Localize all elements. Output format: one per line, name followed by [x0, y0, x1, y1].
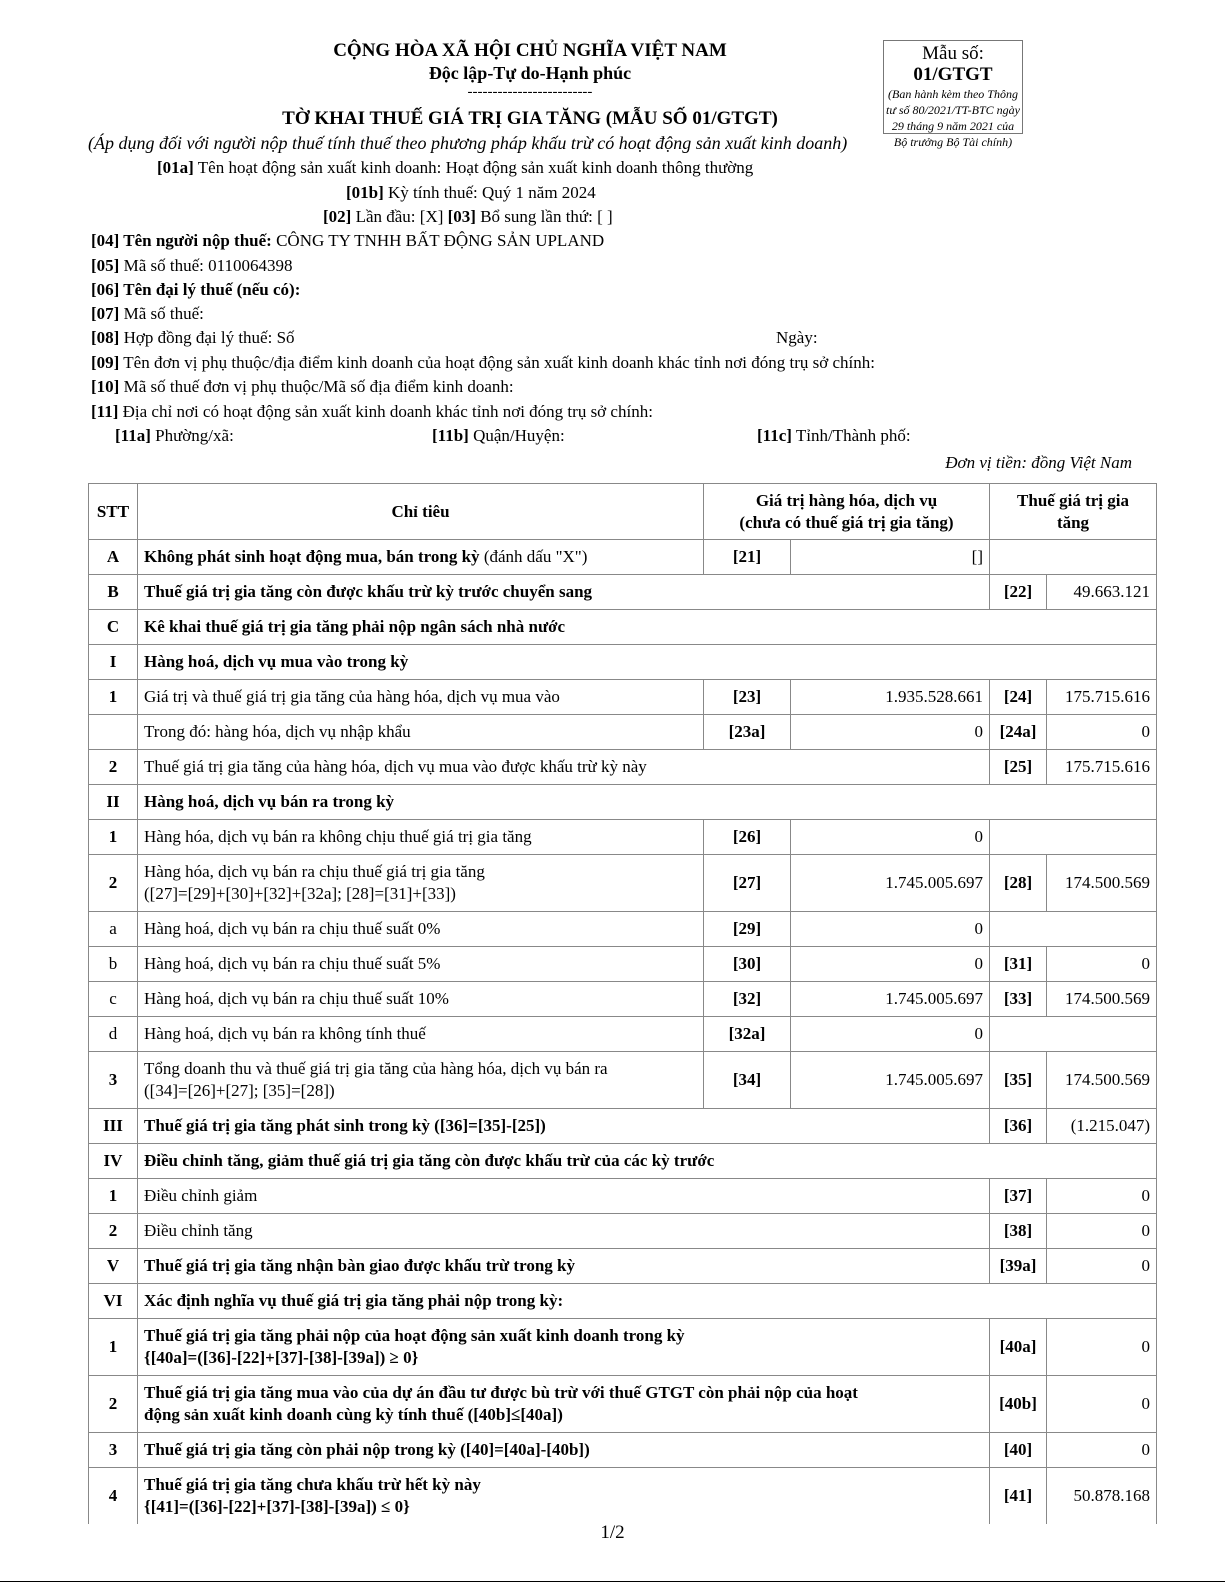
field-07-code: [07]	[91, 304, 120, 323]
indicator	[138, 1319, 990, 1376]
field-08-date: Ngày:	[776, 328, 818, 347]
currency-unit: Đơn vị tiền: đồng Việt Nam	[945, 453, 1132, 472]
field-08-text: Hợp đồng đại lý thuế: Số	[119, 328, 295, 347]
field-03-code: [03]	[447, 207, 476, 226]
field-02-03	[323, 207, 613, 227]
field-06	[91, 280, 300, 300]
indicator	[138, 1376, 990, 1433]
header-goods-value-line-1: Giá trị hàng hóa, dịch vụ	[755, 490, 938, 510]
stt: C	[89, 610, 138, 645]
code-22: [22]	[990, 575, 1047, 610]
indicator-line-2: {[41]=([36]-[22]+[37]-[38]-[39a]) ≤ 0}	[144, 1497, 410, 1516]
field-01b-text: Kỳ tính thuế: Quý 1 năm 2024	[383, 183, 596, 202]
code-31: [31]	[990, 947, 1047, 982]
field-11a-code: [11a]	[115, 426, 151, 445]
field-10	[91, 377, 514, 397]
table-row-II-a	[89, 912, 1157, 947]
value-40a: 0	[1047, 1319, 1157, 1376]
stt: I	[89, 645, 138, 680]
code-40b: [40b]	[990, 1376, 1047, 1433]
form-note-line-1: (Ban hành kèm theo Thông	[888, 86, 1018, 101]
indicator: Thuế giá trị gia tăng nhận bàn giao được khấu trừ trong kỳ	[138, 1249, 990, 1284]
motto: Độc lập-Tự do-Hạnh phúc	[428, 63, 632, 83]
code-38: [38]	[990, 1214, 1047, 1249]
page-number: 1/2	[600, 1522, 625, 1543]
field-07-text: Mã số thuế:	[119, 304, 204, 323]
value-37: 0	[1047, 1179, 1157, 1214]
value-34: 1.745.005.697	[791, 1052, 990, 1109]
indicator-line-1: Thuế giá trị gia tăng mua vào của dự án đầu tư được bù trừ với thuế GTGT còn phải nộp của hoạt	[144, 1383, 858, 1402]
field-01a-code: [01a]	[157, 158, 194, 177]
stt: d	[89, 1017, 138, 1052]
code-24: [24]	[990, 680, 1047, 715]
indicator: Hàng hoá, dịch vụ bán ra chịu thuế suất 0%	[138, 912, 704, 947]
indicator-note: (đánh dấu "X")	[479, 547, 588, 566]
stt: 1	[89, 820, 138, 855]
value-32a: 0	[791, 1017, 990, 1052]
field-11a	[115, 426, 234, 446]
stt: V	[89, 1249, 138, 1284]
empty-cell	[990, 540, 1157, 575]
code-26: [26]	[704, 820, 791, 855]
indicator-line-1: Tổng doanh thu và thuế giá trị gia tăng của hàng hóa, dịch vụ bán ra	[144, 1059, 608, 1078]
stt	[89, 715, 138, 750]
table-row-II-2	[89, 855, 1157, 912]
header-vat-line-2: tăng	[1056, 512, 1090, 532]
stt: 2	[89, 1376, 138, 1433]
stt: 3	[89, 1052, 138, 1109]
field-11b-text: Quận/Huyện:	[468, 426, 565, 445]
field-05	[91, 256, 292, 276]
field-04-code: [04] Tên người nộp thuế:	[91, 231, 272, 250]
code-37: [37]	[990, 1179, 1047, 1214]
stt: 1	[89, 1319, 138, 1376]
field-11b	[432, 426, 565, 446]
indicator-line-2: ([27]=[29]+[30]+[32]+[32a]; [28]=[31]+[33])	[144, 884, 456, 903]
vat-declaration-table	[88, 483, 1157, 1524]
form-subtitle: (Áp dụng đối với người nộp thuế tính thuế theo phương pháp khấu trừ có hoạt động sản xuất kinh doanh)	[88, 133, 848, 153]
table-header-row	[89, 484, 1157, 540]
value-24a: 0	[1047, 715, 1157, 750]
field-11c	[757, 426, 911, 446]
value-33: 174.500.569	[1047, 982, 1157, 1017]
code-32: [32]	[704, 982, 791, 1017]
value-31: 0	[1047, 947, 1157, 982]
stt: 1	[89, 680, 138, 715]
code-41: [41]	[990, 1468, 1047, 1525]
indicator: Hàng hoá, dịch vụ bán ra chịu thuế suất 5%	[138, 947, 704, 982]
value-41: 50.878.168	[1047, 1468, 1157, 1525]
value-35: 174.500.569	[1047, 1052, 1157, 1109]
field-11b-code: [11b]	[432, 426, 469, 445]
code-23: [23]	[704, 680, 791, 715]
indicator-bold: Không phát sinh hoạt động mua, bán trong kỳ	[144, 547, 480, 566]
table-row-VI-4	[89, 1468, 1157, 1525]
indicator: Thuế giá trị gia tăng phát sinh trong kỳ ([36]=[35]-[25])	[138, 1109, 990, 1144]
value-23: 1.935.528.661	[791, 680, 990, 715]
value-25: 175.715.616	[1047, 750, 1157, 785]
stt: b	[89, 947, 138, 982]
section-title: Xác định nghĩa vụ thuế giá trị gia tăng phải nộp trong kỳ:	[138, 1284, 1157, 1319]
checkbox-21[interactable]: []	[791, 540, 990, 575]
header-vat-line-1: Thuế giá trị gia	[1017, 490, 1129, 510]
table-row-V	[89, 1249, 1157, 1284]
field-11-text: Địa chỉ nơi có hoạt động sản xuất kinh doanh khác tỉnh nơi đóng trụ sở chính:	[118, 402, 653, 421]
field-03-text: Bổ sung lần thứ: [ ]	[475, 207, 613, 226]
code-36: [36]	[990, 1109, 1047, 1144]
code-30: [30]	[704, 947, 791, 982]
stt: 1	[89, 1179, 138, 1214]
table-row-II-c	[89, 982, 1157, 1017]
field-11-code: [11]	[91, 402, 119, 421]
stt: II	[89, 785, 138, 820]
value-40: 0	[1047, 1433, 1157, 1468]
table-row-VI-1	[89, 1319, 1157, 1376]
table-row-IV	[89, 1144, 1157, 1179]
value-22: 49.663.121	[1047, 575, 1157, 610]
header-stt: STT	[89, 484, 138, 540]
header-goods-value-line-2: (chưa có thuế giá trị gia tăng)	[739, 512, 954, 532]
form-note-line-4: Bộ trưởng Bộ Tài chính)	[893, 134, 1013, 149]
code-21: [21]	[704, 540, 791, 575]
field-11c-code: [11c]	[757, 426, 792, 445]
indicator: Thuế giá trị gia tăng còn được khấu trừ kỳ trước chuyển sang	[138, 575, 990, 610]
indicator-line-2: ([34]=[26]+[27]; [35]=[28])	[144, 1081, 335, 1100]
field-10-text: Mã số thuế đơn vị phụ thuộc/Mã số địa điểm kinh doanh:	[119, 377, 514, 396]
stt: A	[89, 540, 138, 575]
code-27: [27]	[704, 855, 791, 912]
code-40: [40]	[990, 1433, 1047, 1468]
code-29: [29]	[704, 912, 791, 947]
value-40b: 0	[1047, 1376, 1157, 1433]
header-goods-value	[704, 484, 990, 540]
indicator: Điều chỉnh tăng	[138, 1214, 990, 1249]
indicator: Thuế giá trị gia tăng còn phải nộp trong kỳ ([40]=[40a]-[40b])	[138, 1433, 990, 1468]
code-24a: [24a]	[990, 715, 1047, 750]
field-11a-text: Phường/xã:	[150, 426, 234, 445]
stt: 3	[89, 1433, 138, 1468]
field-07	[91, 304, 204, 324]
form-note-line-3: 29 tháng 9 năm 2021 của	[891, 118, 1015, 133]
table-row-II	[89, 785, 1157, 820]
code-23a: [23a]	[704, 715, 791, 750]
stt: 2	[89, 750, 138, 785]
code-34: [34]	[704, 1052, 791, 1109]
empty-cell	[990, 912, 1157, 947]
code-28: [28]	[990, 855, 1047, 912]
table-row-IV-1	[89, 1179, 1157, 1214]
field-01b	[346, 183, 596, 203]
table-row-II-d	[89, 1017, 1157, 1052]
value-24: 175.715.616	[1047, 680, 1157, 715]
field-11c-text: Tỉnh/Thành phố:	[791, 426, 911, 445]
table-row-VI-2	[89, 1376, 1157, 1433]
table-row-IV-2	[89, 1214, 1157, 1249]
table-row-I	[89, 645, 1157, 680]
indicator-line-2: {[40a]=([36]-[22]+[37]-[38]-[39a]) ≥ 0}	[144, 1348, 419, 1367]
value-39a: 0	[1047, 1249, 1157, 1284]
stt: VI	[89, 1284, 138, 1319]
indicator: Trong đó: hàng hóa, dịch vụ nhập khẩu	[138, 715, 704, 750]
field-01a-text: Tên hoạt động sản xuất kinh doanh: Hoạt động sản xuất kinh doanh thông thường	[193, 158, 754, 177]
value-32: 1.745.005.697	[791, 982, 990, 1017]
indicator-line-1: Thuế giá trị gia tăng phải nộp của hoạt động sản xuất kinh doanh trong kỳ	[144, 1326, 685, 1345]
code-40a: [40a]	[990, 1319, 1047, 1376]
field-08	[91, 328, 295, 348]
stt: 4	[89, 1468, 138, 1525]
code-25: [25]	[990, 750, 1047, 785]
stt: B	[89, 575, 138, 610]
field-11	[91, 402, 653, 422]
tax-id: Mã số thuế: 0110064398	[119, 256, 293, 275]
indicator: Hàng hóa, dịch vụ bán ra không chịu thuế giá trị gia tăng	[138, 820, 704, 855]
table-row-B	[89, 575, 1157, 610]
field-01b-code: [01b]	[346, 183, 384, 202]
indicator	[138, 1468, 990, 1525]
empty-cell	[990, 1017, 1157, 1052]
stt: 2	[89, 855, 138, 912]
indicator	[138, 1052, 704, 1109]
field-06-code: [06] Tên đại lý thuế (nếu có):	[91, 280, 301, 299]
field-05-code: [05]	[91, 256, 120, 275]
indicator: Điều chỉnh giảm	[138, 1179, 990, 1214]
table-row-VI	[89, 1284, 1157, 1319]
table-row-II-1	[89, 820, 1157, 855]
field-04	[91, 231, 604, 251]
table-row-I-1	[89, 680, 1157, 715]
indicator	[138, 855, 704, 912]
section-title: Hàng hoá, dịch vụ mua vào trong kỳ	[138, 645, 1157, 680]
stt: 2	[89, 1214, 138, 1249]
value-26: 0	[791, 820, 990, 855]
indicator	[138, 540, 704, 575]
table-row-I-1a	[89, 715, 1157, 750]
value-27: 1.745.005.697	[791, 855, 990, 912]
form-number-label: Mẫu số:	[922, 43, 984, 64]
section-title: Kê khai thuế giá trị gia tăng phải nộp ngân sách nhà nước	[138, 610, 1157, 645]
stt: a	[89, 912, 138, 947]
table-row-II-3	[89, 1052, 1157, 1109]
code-39a: [39a]	[990, 1249, 1047, 1284]
form-note-line-2: tư số 80/2021/TT-BTC ngày	[885, 102, 1020, 117]
page-bottom-rule	[0, 1581, 1225, 1582]
indicator: Giá trị và thuế giá trị gia tăng của hàng hóa, dịch vụ mua vào	[138, 680, 704, 715]
empty-cell	[990, 820, 1157, 855]
indicator-line-1: Hàng hóa, dịch vụ bán ra chịu thuế giá trị gia tăng	[144, 862, 485, 881]
field-10-code: [10]	[91, 377, 120, 396]
taxpayer-name: CÔNG TY TNHH BẤT ĐỘNG SẢN UPLAND	[271, 231, 605, 250]
code-33: [33]	[990, 982, 1047, 1017]
section-title: Điều chỉnh tăng, giảm thuế giá trị gia tăng còn được khấu trừ của các kỳ trước	[138, 1144, 1157, 1179]
stt: c	[89, 982, 138, 1017]
value-23a: 0	[791, 715, 990, 750]
field-01a	[157, 158, 753, 178]
table-row-I-2	[89, 750, 1157, 785]
stt: IV	[89, 1144, 138, 1179]
form-number-code: 01/GTGT	[913, 63, 993, 85]
value-36: (1.215.047)	[1047, 1109, 1157, 1144]
value-38: 0	[1047, 1214, 1157, 1249]
field-02-code: [02]	[323, 207, 352, 226]
field-09-code: [09]	[91, 353, 120, 372]
value-28: 174.500.569	[1047, 855, 1157, 912]
table-row-VI-3	[89, 1433, 1157, 1468]
country-name: CỘNG HÒA XÃ HỘI CHỦ NGHĨA VIỆT NAM	[333, 40, 727, 61]
header-vat	[990, 484, 1157, 540]
indicator-line-2: động sản xuất kinh doanh cùng kỳ tính thuế ([40b]≤[40a])	[144, 1405, 563, 1424]
table-row-II-b	[89, 947, 1157, 982]
indicator: Hàng hoá, dịch vụ bán ra chịu thuế suất 10%	[138, 982, 704, 1017]
code-35: [35]	[990, 1052, 1047, 1109]
stt: III	[89, 1109, 138, 1144]
table-row-III	[89, 1109, 1157, 1144]
field-09	[91, 353, 875, 373]
field-02-text: Lần đầu: [X]	[351, 207, 448, 226]
value-30: 0	[791, 947, 990, 982]
table-row-C	[89, 610, 1157, 645]
indicator-line-1: Thuế giá trị gia tăng chưa khấu trừ hết kỳ này	[144, 1475, 481, 1494]
field-09-text: Tên đơn vị phụ thuộc/địa điểm kinh doanh của hoạt động sản xuất kinh doanh khác tỉnh nơi đóng trụ sở chính:	[119, 353, 875, 372]
table-row-A	[89, 540, 1157, 575]
indicator: Thuế giá trị gia tăng của hàng hóa, dịch vụ mua vào được khấu trừ kỳ này	[138, 750, 990, 785]
value-29: 0	[791, 912, 990, 947]
header-indicator: Chỉ tiêu	[138, 484, 704, 540]
indicator: Hàng hoá, dịch vụ bán ra không tính thuế	[138, 1017, 704, 1052]
section-title: Hàng hoá, dịch vụ bán ra trong kỳ	[138, 785, 1157, 820]
field-08-code: [08]	[91, 328, 120, 347]
form-title: TỜ KHAI THUẾ GIÁ TRỊ GIA TĂNG (MẪU SỐ 01/GTGT)	[282, 108, 778, 129]
header-divider: -------------------------	[467, 84, 593, 100]
form-number-box	[883, 40, 1023, 149]
code-32a: [32a]	[704, 1017, 791, 1052]
